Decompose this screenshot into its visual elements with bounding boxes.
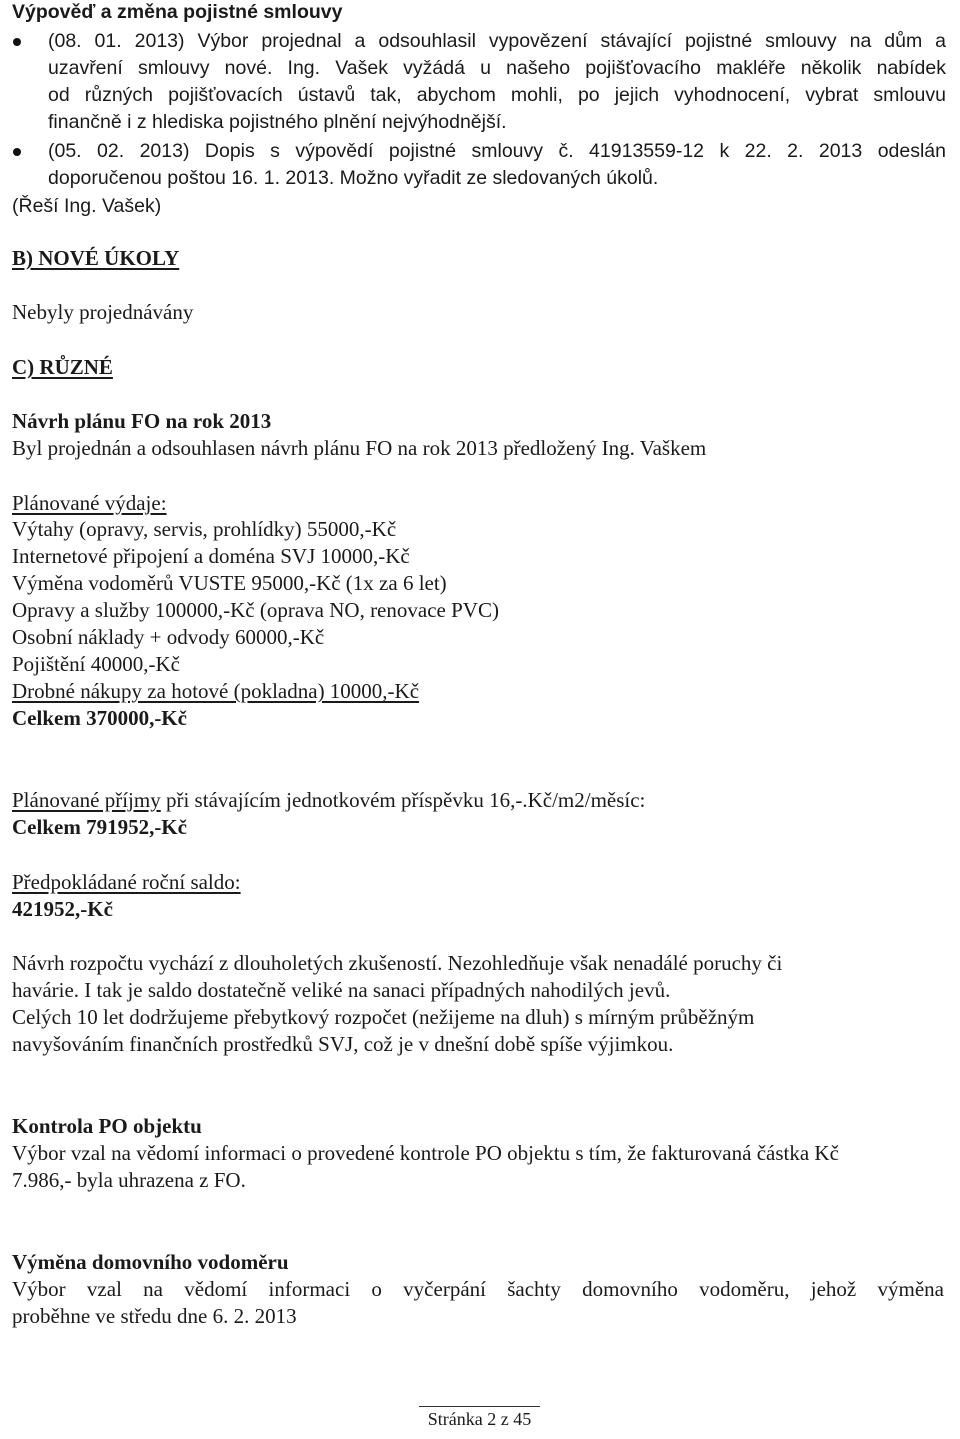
- po-line: 7.986,- byla uhrazena z FO.: [12, 1168, 246, 1192]
- expense-item: Osobní náklady + odvody 60000,-Kč: [12, 625, 325, 649]
- bullet1-line3: od různých pojišťovacích ústavů tak, abychom mohli, po jejich vyhodnocení, vybrat smlouvu: [48, 84, 946, 106]
- expense-item: Výtahy (opravy, servis, prohlídky) 55000,-Kč: [12, 517, 397, 541]
- budget-note-line: Návrh rozpočtu vychází z dlouholetých zkušeností. Nezohledňuje však nenadálé poruchy či: [12, 951, 783, 975]
- page-number: Stránka 2 z 45: [427, 1409, 532, 1429]
- income-rest: při stávajícím jednotkovém příspěvku 16,-.Kč/m2/měsíc:: [160, 788, 646, 812]
- responsible-note: (Řeší Ing. Vašek): [12, 195, 162, 217]
- section-b-text: Nebyly projednávány: [12, 300, 194, 324]
- bullet-marker: [13, 148, 21, 156]
- meter-title: Výměna domovního vodoměru: [12, 1250, 289, 1274]
- section-c-heading: C) RŮZNÉ: [12, 355, 113, 379]
- income-line: [12, 787, 645, 814]
- bullet1-line1: (08. 01. 2013) Výbor projednal a odsouhlasil vypovězení stávající pojistné smlouvy na dům a: [48, 30, 946, 52]
- expenses-total: Celkem 370000,-Kč: [12, 706, 187, 730]
- expense-item: Opravy a služby 100000,-Kč (oprava NO, renovace PVC): [12, 598, 499, 622]
- balance-value: 421952,-Kč: [12, 897, 113, 921]
- po-line: Výbor vzal na vědomí informaci o provedené kontrole PO objektu s tím, že fakturovaná částka Kč: [12, 1141, 839, 1165]
- plan-text: Byl projednán a odsouhlasen návrh plánu FO na rok 2013 předložený Ing. Vaškem: [12, 436, 707, 460]
- plan-title: Návrh plánu FO na rok 2013: [12, 409, 272, 433]
- section-heading: Výpověď a změna pojistné smlouvy: [12, 1, 343, 23]
- budget-note-line: havárie. I tak je saldo dostatečně veliké na sanaci případných nahodilých jevů.: [12, 978, 671, 1002]
- budget-note-line: navyšováním finančních prostředků SVJ, což je v dnešní době spíše výjimkou.: [12, 1032, 674, 1056]
- expense-item: Výměna vodoměrů VUSTE 95000,-Kč (1x za 6 let): [12, 571, 447, 595]
- expense-item: Drobné nákupy za hotové (pokladna) 10000,-Kč: [12, 679, 420, 703]
- income-heading: Plánované příjmy: [12, 788, 161, 812]
- meter-line: Výbor vzal na vědomí informaci o vyčerpání šachty domovního vodoměru, jehož výměna: [12, 1277, 944, 1301]
- income-total: Celkem 791952,-Kč: [12, 815, 187, 839]
- section-b-heading: B) NOVÉ ÚKOLY: [12, 246, 180, 270]
- budget-note-line: Celých 10 let dodržujeme přebytkový rozpočet (nežijeme na dluh) s mírným průběžným: [12, 1005, 755, 1029]
- expense-item: Pojištění 40000,-Kč: [12, 652, 180, 676]
- expenses-heading: Plánované výdaje:: [12, 491, 167, 515]
- expense-item: Internetové připojení a doména SVJ 10000,-Kč: [12, 544, 410, 568]
- meter-line: proběhne ve středu dne 6. 2. 2013: [12, 1304, 297, 1328]
- bullet1-line2: uzavření smlouvy nové. Ing. Vašek vyžádá u našeho pojišťovacího makléře několik nabídek: [48, 57, 946, 79]
- bullet2-line1: (05. 02. 2013) Dopis s výpovědí pojistné smlouvy č. 41913559-12 k 22. 2. 2013 odeslán: [48, 140, 946, 162]
- po-title: Kontrola PO objektu: [12, 1114, 202, 1138]
- bullet2-line2: doporučenou poštou 16. 1. 2013. Možno vyřadit ze sledovaných úkolů.: [48, 167, 659, 189]
- balance-heading: Předpokládané roční saldo:: [12, 870, 241, 894]
- bullet1-line4: finančně i z hlediska pojistného plnění nejvýhodnější.: [48, 111, 507, 133]
- bullet-marker: [13, 38, 21, 46]
